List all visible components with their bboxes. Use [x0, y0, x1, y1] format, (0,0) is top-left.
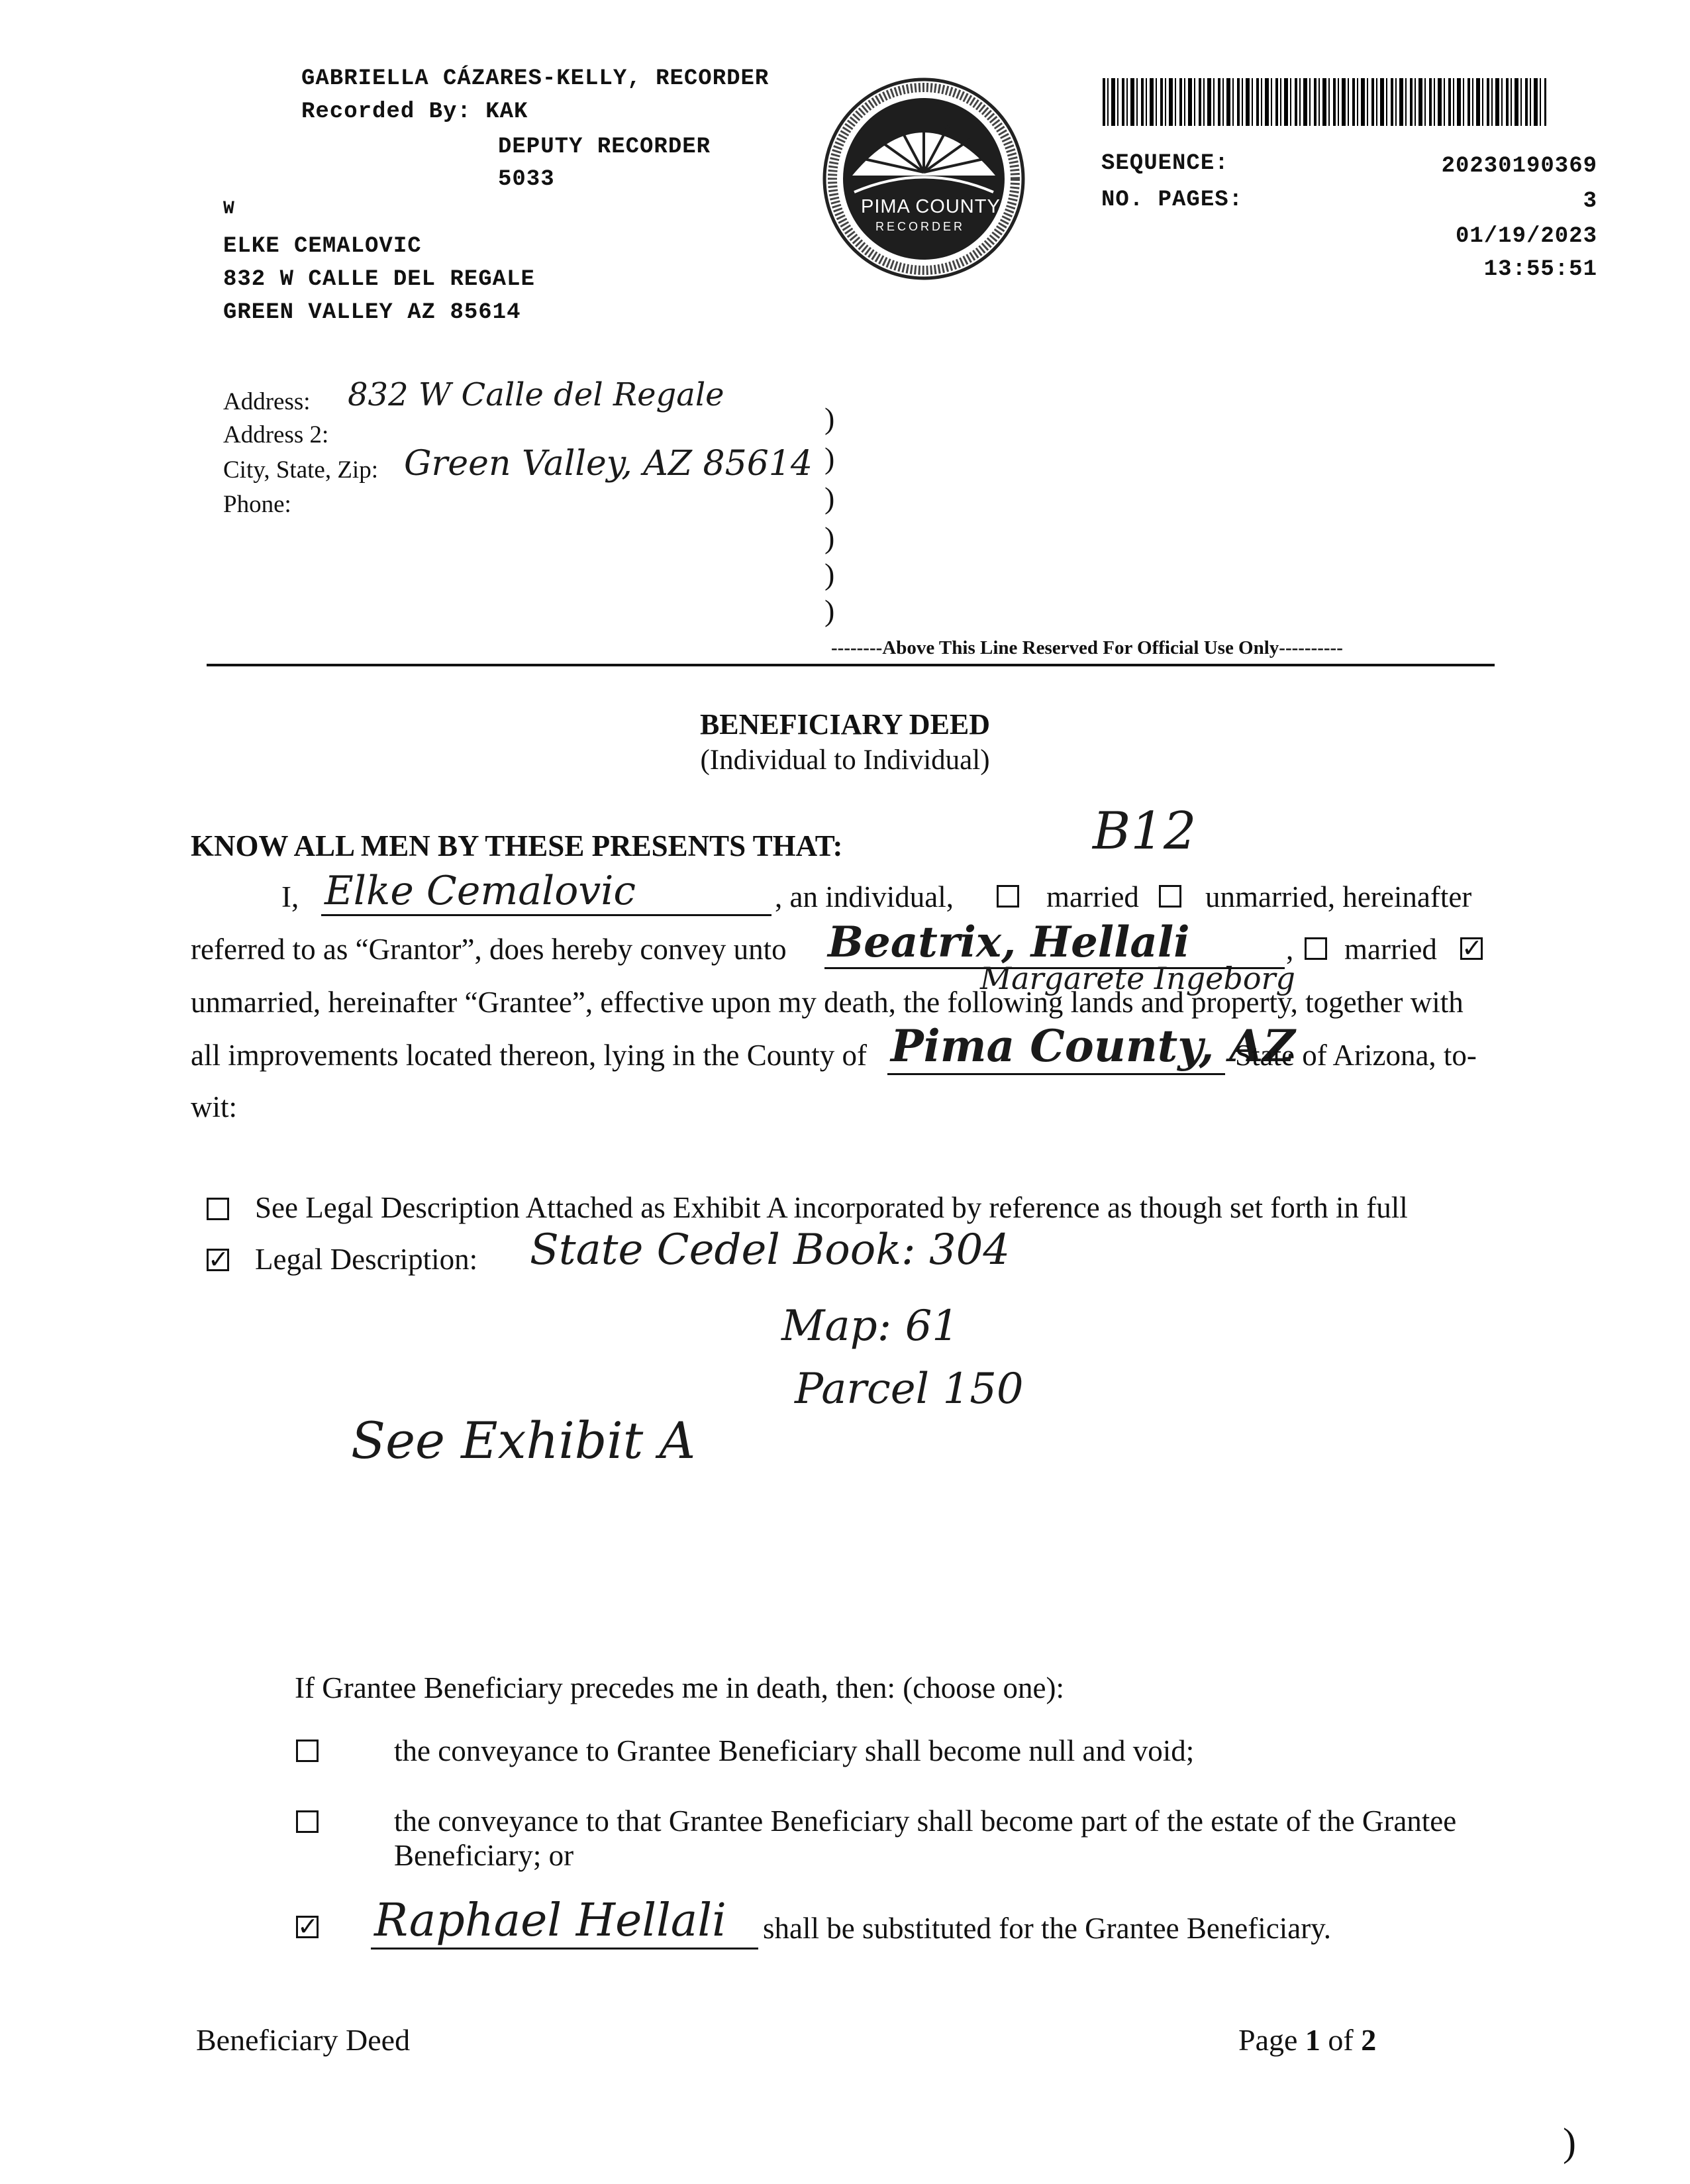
county-line	[887, 1073, 1225, 1075]
record-date: 01/19/2023	[1455, 224, 1597, 249]
grantor-name[interactable]: Elke Cemalovic	[324, 868, 636, 914]
record-time: 13:55:51	[1483, 257, 1597, 282]
recorder-name: GABRIELLA CÁZARES-KELLY, RECORDER	[301, 66, 770, 91]
grantor-line	[321, 914, 771, 916]
option-null-checkbox[interactable]	[296, 1740, 319, 1762]
corner-mark: )	[1563, 2120, 1576, 2164]
grantor-unmarried-checkbox[interactable]	[1159, 885, 1181, 908]
footer-page-prefix: Page	[1238, 2023, 1305, 2057]
substitute-line	[371, 1948, 758, 1950]
grantee-extra-name: Margarete Ingeborg	[980, 961, 1295, 996]
legal-hand-line2[interactable]: Map: 61	[781, 1302, 959, 1351]
substitute-name[interactable]: Raphael Hellali	[374, 1895, 726, 1947]
option-estate-checkbox[interactable]	[296, 1810, 319, 1833]
exhibit-checkbox[interactable]	[207, 1198, 229, 1220]
deputy-recorder: DEPUTY RECORDER	[498, 134, 711, 160]
county-seal-icon	[818, 76, 1030, 282]
return-city: GREEN VALLEY AZ 85614	[223, 300, 521, 325]
pages-value: 3	[1583, 189, 1597, 214]
reserved-line-text: --------Above This Line Reserved For Official Use Only----------	[831, 637, 1343, 658]
grantor-unmarried-label: unmarried, hereinafter	[1205, 880, 1472, 913]
address-value: 832 W Calle del Regale	[348, 376, 724, 413]
pages-label: NO. PAGES:	[1101, 187, 1244, 213]
footer-page-mid: of	[1320, 2023, 1362, 2057]
city-label: City, State, Zip:	[223, 456, 378, 484]
option-null-label: the conveyance to Grantee Beneficiary shall become null and void;	[394, 1734, 1195, 1767]
option-estate-line1: the conveyance to that Grantee Beneficiary shall become part of the estate of the Grantee	[394, 1804, 1457, 1838]
legal-hand-line1[interactable]: State Cedel Book: 304	[530, 1225, 1011, 1274]
sequence-label: SEQUENCE:	[1101, 151, 1229, 176]
footer-title: Beneficiary Deed	[196, 2023, 411, 2057]
deed-subtitle: (Individual to Individual)	[700, 745, 990, 776]
city-value: Green Valley, AZ 85614	[404, 444, 813, 484]
deed-title: BENEFICIARY DEED	[699, 708, 991, 741]
deputy-number: 5033	[498, 167, 555, 192]
option-estate-line2: Beneficiary; or	[394, 1839, 574, 1872]
body-i: I,	[281, 880, 299, 913]
exhibit-option-label: See Legal Description Attached as Exhibit A incorporated by reference as though set forth in full	[255, 1191, 1408, 1224]
legal-description-label: Legal Description:	[255, 1243, 478, 1276]
body-line3: unmarried, hereinafter “Grantee”, effective upon my death, the following lands and property, together with	[191, 986, 1464, 1019]
body-line4-end: State of Arizona, to-	[1235, 1039, 1477, 1072]
footer-page-total: 2	[1361, 2023, 1377, 2057]
county-value[interactable]: Pima County, AZ	[891, 1020, 1295, 1072]
see-exhibit-note: See Exhibit A	[351, 1411, 696, 1470]
precede-intro: If Grantee Beneficiary precedes me in death, then: (choose one):	[295, 1671, 1064, 1704]
phone-label: Phone:	[223, 491, 291, 518]
seal-county: PIMA COUNTY	[861, 196, 1001, 217]
footer-page-number: 1	[1305, 2023, 1320, 2057]
body-line2: referred to as “Grantor”, does hereby convey unto	[191, 933, 787, 966]
body-an-individual: , an individual,	[775, 880, 954, 913]
reserved-divider	[207, 664, 1495, 666]
body-line5: wit:	[191, 1090, 238, 1123]
legal-hand-line3[interactable]: Parcel 150	[795, 1365, 1024, 1414]
address-label: Address:	[223, 388, 311, 415]
option-substitute-label: shall be substituted for the Grantee Beneficiary.	[763, 1912, 1332, 1945]
grantor-married-label: married	[1046, 880, 1139, 913]
address2-label: Address 2:	[223, 421, 329, 448]
grantee-name[interactable]: Beatrix, Hellali	[828, 917, 1190, 967]
return-code: W	[223, 199, 235, 219]
checkmark-icon: ✓	[1462, 933, 1483, 962]
comma: ,	[1286, 933, 1294, 966]
footer-page	[1238, 2022, 1376, 2057]
return-name: ELKE CEMALOVIC	[223, 234, 422, 259]
sequence-value: 20230190369	[1441, 154, 1597, 179]
seal-subtitle: RECORDER	[875, 220, 966, 233]
checkmark-icon: ✓	[208, 1245, 229, 1274]
grantee-married-label: married	[1344, 933, 1437, 966]
recorded-by: Recorded By: KAK	[301, 99, 528, 125]
handwritten-note: B12	[1093, 802, 1197, 861]
grantor-married-checkbox[interactable]	[997, 885, 1019, 908]
grantee-married-checkbox[interactable]	[1305, 937, 1327, 960]
know-all-heading: KNOW ALL MEN BY THESE PRESENTS THAT:	[191, 829, 843, 862]
checkmark-icon: ✓	[297, 1912, 319, 1941]
return-street: 832 W CALLE DEL REGALE	[223, 267, 535, 292]
barcode-icon	[1103, 78, 1546, 126]
body-line4: all improvements located thereon, lying in the County of	[191, 1039, 868, 1072]
